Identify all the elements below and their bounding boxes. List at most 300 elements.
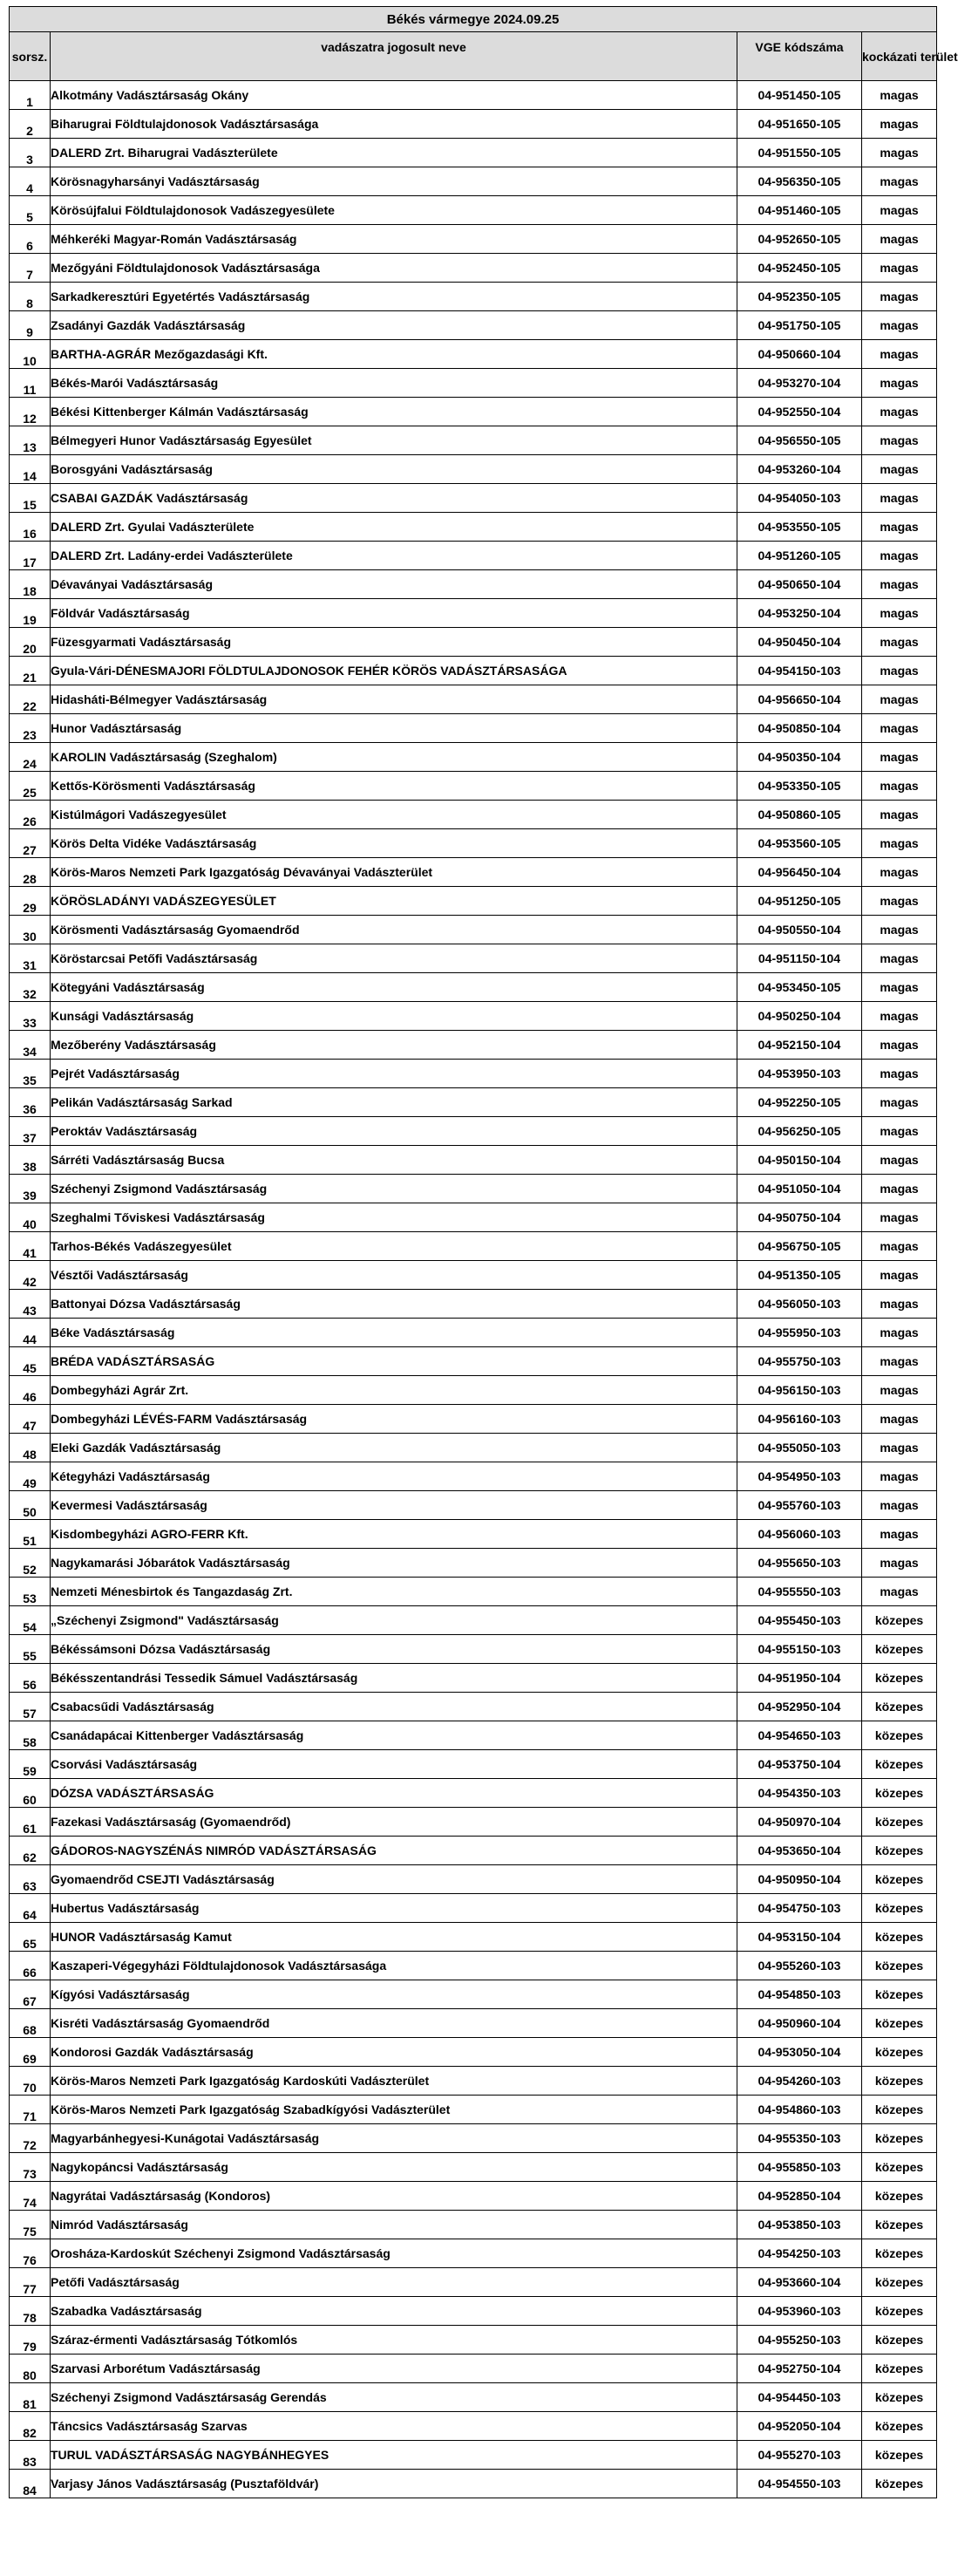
row-name: Körösújfalui Földtulajdonosok Vadászegyesülete — [51, 196, 737, 225]
table-row — [10, 340, 937, 369]
row-risk: magas — [862, 714, 937, 743]
row-name: Kunsági Vadásztársaság — [51, 1002, 737, 1031]
row-risk: közepes — [862, 2009, 937, 2038]
table-row — [10, 1520, 937, 1549]
row-name: Kettős-Körösmenti Vadásztársaság — [51, 772, 737, 801]
table-row — [10, 1319, 937, 1347]
row-code: 04-952250-105 — [737, 1088, 862, 1117]
row-name: Zsadányi Gazdák Vadásztársaság — [51, 311, 737, 340]
row-name: DÓZSA VADÁSZTÁRSASÁG — [51, 1779, 737, 1808]
row-risk: közepes — [862, 2096, 937, 2124]
table-row — [10, 2096, 937, 2124]
row-number: 53 — [10, 1578, 51, 1606]
row-risk: közepes — [862, 1606, 937, 1635]
table-row — [10, 1894, 937, 1923]
table-row — [10, 1865, 937, 1894]
row-risk: magas — [862, 1117, 937, 1146]
row-name: Nagyrátai Vadásztársaság (Kondoros) — [51, 2182, 737, 2211]
row-risk: közepes — [862, 2038, 937, 2067]
row-risk: magas — [862, 311, 937, 340]
row-name: Füzesgyarmati Vadásztársaság — [51, 628, 737, 657]
table-row — [10, 1088, 937, 1117]
table-row — [10, 1664, 937, 1693]
row-number: 23 — [10, 714, 51, 743]
table-row — [10, 1952, 937, 1980]
row-number: 83 — [10, 2441, 51, 2470]
row-risk: magas — [862, 973, 937, 1002]
table-row — [10, 1203, 937, 1232]
row-risk: közepes — [862, 1808, 937, 1837]
row-name: Petőfi Vadásztársaság — [51, 2268, 737, 2297]
row-number: 27 — [10, 829, 51, 858]
row-risk: magas — [862, 1549, 937, 1578]
row-risk: magas — [862, 340, 937, 369]
row-number: 4 — [10, 167, 51, 196]
table-row — [10, 2182, 937, 2211]
row-risk: közepes — [862, 1750, 937, 1779]
table-row — [10, 2124, 937, 2153]
table-row — [10, 1232, 937, 1261]
row-risk: magas — [862, 599, 937, 628]
row-name: Dombegyházi LÉVÉS-FARM Vadásztársaság — [51, 1405, 737, 1434]
row-code: 04-951350-105 — [737, 1261, 862, 1290]
table-row — [10, 2009, 937, 2038]
row-name: Magyarbánhegyesi-Kunágotai Vadásztársaság — [51, 2124, 737, 2153]
table-row — [10, 139, 937, 167]
row-name: Battonyai Dózsa Vadásztársaság — [51, 1290, 737, 1319]
row-code: 04-953960-103 — [737, 2297, 862, 2326]
row-number: 63 — [10, 1865, 51, 1894]
row-code: 04-952650-105 — [737, 225, 862, 254]
row-risk: közepes — [862, 2412, 937, 2441]
row-number: 71 — [10, 2096, 51, 2124]
row-risk: közepes — [862, 2297, 937, 2326]
row-name: Körösmenti Vadásztársaság Gyomaendrőd — [51, 916, 737, 944]
row-code: 04-956160-103 — [737, 1405, 862, 1434]
row-name: Száraz-érmenti Vadásztársaság Tótkomlós — [51, 2326, 737, 2355]
table-row — [10, 542, 937, 570]
row-name: Hidasháti-Bélmegyer Vadásztársaság — [51, 685, 737, 714]
row-code: 04-950250-104 — [737, 1002, 862, 1031]
row-name: Béke Vadásztársaság — [51, 1319, 737, 1347]
row-number: 26 — [10, 801, 51, 829]
row-risk: magas — [862, 1088, 937, 1117]
row-risk: magas — [862, 196, 937, 225]
row-code: 04-956750-105 — [737, 1232, 862, 1261]
row-code: 04-951050-104 — [737, 1175, 862, 1203]
row-number: 76 — [10, 2239, 51, 2268]
row-code: 04-953250-104 — [737, 599, 862, 628]
row-code: 04-954050-103 — [737, 484, 862, 513]
table-row — [10, 455, 937, 484]
row-code: 04-950450-104 — [737, 628, 862, 657]
row-risk: magas — [862, 1376, 937, 1405]
row-name: Tarhos-Békés Vadászegyesület — [51, 1232, 737, 1261]
row-name: Gyula-Vári-DÉNESMAJORI FÖLDTULAJDONOSOK FEHÉR KÖRÖS VADÁSZTÁRSASÁGA — [51, 657, 737, 685]
row-number: 74 — [10, 2182, 51, 2211]
row-number: 80 — [10, 2355, 51, 2383]
row-number: 29 — [10, 887, 51, 916]
row-risk: magas — [862, 1462, 937, 1491]
row-code: 04-956350-105 — [737, 167, 862, 196]
row-name: Varjasy János Vadásztársaság (Pusztaföldvár) — [51, 2470, 737, 2498]
table-row — [10, 1376, 937, 1405]
row-number: 13 — [10, 426, 51, 455]
table-row — [10, 1434, 937, 1462]
row-name: Békési Kittenberger Kálmán Vadásztársaság — [51, 398, 737, 426]
column-header-risk: kockázati terület — [862, 32, 937, 81]
row-code: 04-951150-104 — [737, 944, 862, 973]
row-number: 70 — [10, 2067, 51, 2096]
row-risk: magas — [862, 1405, 937, 1434]
row-name: Dombegyházi Agrár Zrt. — [51, 1376, 737, 1405]
row-number: 79 — [10, 2326, 51, 2355]
table-row — [10, 283, 937, 311]
row-risk: magas — [862, 1520, 937, 1549]
row-code: 04-956550-105 — [737, 426, 862, 455]
row-name: Mezőgyáni Földtulajdonosok Vadásztársasága — [51, 254, 737, 283]
row-risk: magas — [862, 1232, 937, 1261]
row-number: 68 — [10, 2009, 51, 2038]
row-code: 04-952450-105 — [737, 254, 862, 283]
row-code: 04-954250-103 — [737, 2239, 862, 2268]
row-name: TURUL VADÁSZTÁRSASÁG NAGYBÁNHEGYES — [51, 2441, 737, 2470]
row-risk: közepes — [862, 2326, 937, 2355]
row-name: Orosháza-Kardoskút Széchenyi Zsigmond Vadásztársaság — [51, 2239, 737, 2268]
table-row — [10, 772, 937, 801]
row-number: 14 — [10, 455, 51, 484]
table-row — [10, 628, 937, 657]
table-row — [10, 1721, 937, 1750]
table-row — [10, 2441, 937, 2470]
row-risk: magas — [862, 426, 937, 455]
row-name: Csabacsűdi Vadásztársaság — [51, 1693, 737, 1721]
row-risk: magas — [862, 110, 937, 139]
row-risk: magas — [862, 1347, 937, 1376]
row-code: 04-950550-104 — [737, 916, 862, 944]
row-code: 04-951650-105 — [737, 110, 862, 139]
table-row — [10, 2355, 937, 2383]
row-number: 40 — [10, 1203, 51, 1232]
table-row — [10, 110, 937, 139]
table-row — [10, 311, 937, 340]
column-header-code: VGE kódszáma — [737, 32, 862, 81]
row-code: 04-951750-105 — [737, 311, 862, 340]
row-number: 8 — [10, 283, 51, 311]
row-code: 04-954750-103 — [737, 1894, 862, 1923]
table-row — [10, 829, 937, 858]
row-number: 81 — [10, 2383, 51, 2412]
row-number: 52 — [10, 1549, 51, 1578]
row-number: 43 — [10, 1290, 51, 1319]
table-row — [10, 225, 937, 254]
row-number: 56 — [10, 1664, 51, 1693]
row-number: 34 — [10, 1031, 51, 1060]
table-row — [10, 570, 937, 599]
row-number: 11 — [10, 369, 51, 398]
table-row — [10, 1290, 937, 1319]
row-code: 04-955950-103 — [737, 1319, 862, 1347]
row-code: 04-953550-105 — [737, 513, 862, 542]
row-code: 04-955270-103 — [737, 2441, 862, 2470]
row-risk: magas — [862, 685, 937, 714]
row-risk: magas — [862, 254, 937, 283]
row-number: 1 — [10, 81, 51, 110]
table-row — [10, 1175, 937, 1203]
row-code: 04-954260-103 — [737, 2067, 862, 2096]
row-name: Kígyósi Vadásztársaság — [51, 1980, 737, 2009]
row-code: 04-952950-104 — [737, 1693, 862, 1721]
row-code: 04-953560-105 — [737, 829, 862, 858]
table-row — [10, 2038, 937, 2067]
row-name: Csorvási Vadásztársaság — [51, 1750, 737, 1779]
row-risk: magas — [862, 772, 937, 801]
row-number: 67 — [10, 1980, 51, 2009]
table-row — [10, 1578, 937, 1606]
row-number: 17 — [10, 542, 51, 570]
row-name: Sárréti Vadásztársaság Bucsa — [51, 1146, 737, 1175]
row-number: 61 — [10, 1808, 51, 1837]
row-number: 46 — [10, 1376, 51, 1405]
row-number: 48 — [10, 1434, 51, 1462]
row-code: 04-955150-103 — [737, 1635, 862, 1664]
table-header-row — [10, 32, 937, 81]
row-number: 42 — [10, 1261, 51, 1290]
row-code: 04-954150-103 — [737, 657, 862, 685]
row-risk: közepes — [862, 1721, 937, 1750]
table-title: Békés vármegye 2024.09.25 — [10, 7, 937, 32]
row-code: 04-954350-103 — [737, 1779, 862, 1808]
row-number: 72 — [10, 2124, 51, 2153]
row-code: 04-953650-104 — [737, 1837, 862, 1865]
row-number: 35 — [10, 1060, 51, 1088]
row-risk: magas — [862, 858, 937, 887]
hunting-area-table — [9, 6, 958, 2498]
row-risk: közepes — [862, 2067, 937, 2096]
row-number: 58 — [10, 1721, 51, 1750]
row-name: Vésztői Vadásztársaság — [51, 1261, 737, 1290]
row-name: Nemzeti Ménesbirtok és Tangazdaság Zrt. — [51, 1578, 737, 1606]
row-code: 04-955450-103 — [737, 1606, 862, 1635]
row-name: Széchenyi Zsigmond Vadásztársaság Gerendás — [51, 2383, 737, 2412]
table-row — [10, 1462, 937, 1491]
row-code: 04-950350-104 — [737, 743, 862, 772]
row-name: Kaszaperi-Végegyházi Földtulajdonosok Vadásztársasága — [51, 1952, 737, 1980]
row-number: 7 — [10, 254, 51, 283]
row-code: 04-951250-105 — [737, 887, 862, 916]
table-row — [10, 1693, 937, 1721]
row-name: HUNOR Vadásztársaság Kamut — [51, 1923, 737, 1952]
row-name: Biharugrai Földtulajdonosok Vadásztársasága — [51, 110, 737, 139]
row-risk: közepes — [862, 1980, 937, 2009]
row-number: 78 — [10, 2297, 51, 2326]
table-row — [10, 2326, 937, 2355]
table-row — [10, 2067, 937, 2096]
row-risk: magas — [862, 944, 937, 973]
row-number: 64 — [10, 1894, 51, 1923]
row-number: 60 — [10, 1779, 51, 1808]
row-name: Körös-Maros Nemzeti Park Igazgatóság Kardoskúti Vadászterület — [51, 2067, 737, 2096]
row-name: Pejrét Vadásztársaság — [51, 1060, 737, 1088]
row-code: 04-951260-105 — [737, 542, 862, 570]
row-code: 04-950660-104 — [737, 340, 862, 369]
table-row — [10, 2412, 937, 2441]
row-name: Földvár Vadásztársaság — [51, 599, 737, 628]
row-number: 22 — [10, 685, 51, 714]
table-row — [10, 1980, 937, 2009]
row-number: 5 — [10, 196, 51, 225]
row-risk: közepes — [862, 1779, 937, 1808]
row-code: 04-955350-103 — [737, 2124, 862, 2153]
row-code: 04-955260-103 — [737, 1952, 862, 1980]
row-risk: közepes — [862, 1664, 937, 1693]
row-code: 04-952550-104 — [737, 398, 862, 426]
row-name: Méhkeréki Magyar-Román Vadásztársaság — [51, 225, 737, 254]
row-code: 04-950970-104 — [737, 1808, 862, 1837]
table-row — [10, 973, 937, 1002]
table-row — [10, 2153, 937, 2182]
row-name: GÁDOROS-NAGYSZÉNÁS NIMRÓD VADÁSZTÁRSASÁG — [51, 1837, 737, 1865]
table-row — [10, 254, 937, 283]
row-number: 54 — [10, 1606, 51, 1635]
row-number: 36 — [10, 1088, 51, 1117]
row-name: Kétegyházi Vadásztársaság — [51, 1462, 737, 1491]
row-name: Dévaványai Vadásztársaság — [51, 570, 737, 599]
row-name: Kistúlmágori Vadászegyesület — [51, 801, 737, 829]
table-row — [10, 714, 937, 743]
row-number: 75 — [10, 2211, 51, 2239]
row-name: Kevermesi Vadásztársaság — [51, 1491, 737, 1520]
row-code: 04-955760-103 — [737, 1491, 862, 1520]
row-number: 82 — [10, 2412, 51, 2441]
table-row — [10, 1635, 937, 1664]
row-code: 04-955850-103 — [737, 2153, 862, 2182]
row-number: 16 — [10, 513, 51, 542]
row-risk: közepes — [862, 2239, 937, 2268]
row-risk: magas — [862, 484, 937, 513]
row-name: Kötegyáni Vadásztársaság — [51, 973, 737, 1002]
row-name: BRÉDA VADÁSZTÁRSASÁG — [51, 1347, 737, 1376]
row-risk: magas — [862, 1146, 937, 1175]
row-name: Hunor Vadásztársaság — [51, 714, 737, 743]
row-risk: magas — [862, 1491, 937, 1520]
row-name: Szeghalmi Tőviskesi Vadásztársaság — [51, 1203, 737, 1232]
row-risk: magas — [862, 1002, 937, 1031]
row-code: 04-950150-104 — [737, 1146, 862, 1175]
row-risk: magas — [862, 1261, 937, 1290]
row-number: 66 — [10, 1952, 51, 1980]
row-risk: magas — [862, 570, 937, 599]
row-risk: magas — [862, 1060, 937, 1088]
row-number: 10 — [10, 340, 51, 369]
row-number: 33 — [10, 1002, 51, 1031]
row-code: 04-955750-103 — [737, 1347, 862, 1376]
row-risk: közepes — [862, 2153, 937, 2182]
row-name: Köröstarcsai Petőfi Vadásztársaság — [51, 944, 737, 973]
row-name: Csanádapácai Kittenberger Vadásztársaság — [51, 1721, 737, 1750]
row-code: 04-955550-103 — [737, 1578, 862, 1606]
row-code: 04-953260-104 — [737, 455, 862, 484]
row-number: 84 — [10, 2470, 51, 2498]
table-row — [10, 1606, 937, 1635]
row-code: 04-950750-104 — [737, 1203, 862, 1232]
row-code: 04-953850-103 — [737, 2211, 862, 2239]
row-risk: közepes — [862, 1923, 937, 1952]
row-code: 04-952150-104 — [737, 1031, 862, 1060]
column-header-name: vadászatra jogosult neve — [51, 32, 737, 81]
row-code: 04-953450-105 — [737, 973, 862, 1002]
row-risk: magas — [862, 167, 937, 196]
row-name: Körös Delta Vidéke Vadásztársaság — [51, 829, 737, 858]
row-risk: közepes — [862, 2355, 937, 2383]
table-row — [10, 2239, 937, 2268]
row-code: 04-952850-104 — [737, 2182, 862, 2211]
table-row — [10, 2268, 937, 2297]
row-risk: magas — [862, 743, 937, 772]
row-name: Borosgyáni Vadásztársaság — [51, 455, 737, 484]
row-number: 41 — [10, 1232, 51, 1261]
row-code: 04-955650-103 — [737, 1549, 862, 1578]
row-number: 51 — [10, 1520, 51, 1549]
row-risk: magas — [862, 1031, 937, 1060]
row-code: 04-950960-104 — [737, 2009, 862, 2038]
row-risk: közepes — [862, 2470, 937, 2498]
row-number: 73 — [10, 2153, 51, 2182]
table-row — [10, 858, 937, 887]
row-risk: közepes — [862, 2268, 937, 2297]
table-row — [10, 1261, 937, 1290]
row-code: 04-953050-104 — [737, 2038, 862, 2067]
row-number: 32 — [10, 973, 51, 1002]
row-name: CSABAI GAZDÁK Vadásztársaság — [51, 484, 737, 513]
row-name: Szabadka Vadásztársaság — [51, 2297, 737, 2326]
row-number: 2 — [10, 110, 51, 139]
row-risk: közepes — [862, 2182, 937, 2211]
row-number: 37 — [10, 1117, 51, 1146]
table-row — [10, 916, 937, 944]
row-code: 04-954850-103 — [737, 1980, 862, 2009]
row-name: Eleki Gazdák Vadásztársaság — [51, 1434, 737, 1462]
row-name: Kisréti Vadásztársaság Gyomaendrőd — [51, 2009, 737, 2038]
row-number: 9 — [10, 311, 51, 340]
row-risk: magas — [862, 829, 937, 858]
row-code: 04-954950-103 — [737, 1462, 862, 1491]
table-row — [10, 1808, 937, 1837]
row-code: 04-950860-105 — [737, 801, 862, 829]
row-name: Körös-Maros Nemzeti Park Igazgatóság Dévaványai Vadászterület — [51, 858, 737, 887]
table-row — [10, 599, 937, 628]
column-header-number: sorsz. — [10, 32, 51, 81]
table-row — [10, 1923, 937, 1952]
row-risk: magas — [862, 1578, 937, 1606]
row-risk: közepes — [862, 2383, 937, 2412]
row-code: 04-954860-103 — [737, 2096, 862, 2124]
row-risk: magas — [862, 369, 937, 398]
row-risk: magas — [862, 1434, 937, 1462]
row-risk: magas — [862, 916, 937, 944]
row-name: Békéssámsoni Dózsa Vadásztársaság — [51, 1635, 737, 1664]
row-number: 50 — [10, 1491, 51, 1520]
row-code: 04-954450-103 — [737, 2383, 862, 2412]
row-risk: magas — [862, 1319, 937, 1347]
row-risk: magas — [862, 455, 937, 484]
row-code: 04-953150-104 — [737, 1923, 862, 1952]
row-name: KAROLIN Vadásztársaság (Szeghalom) — [51, 743, 737, 772]
row-number: 20 — [10, 628, 51, 657]
table-row — [10, 2297, 937, 2326]
row-name: Gyomaendrőd CSEJTI Vadásztársaság — [51, 1865, 737, 1894]
hunting-area-table-sheet — [9, 6, 958, 2498]
